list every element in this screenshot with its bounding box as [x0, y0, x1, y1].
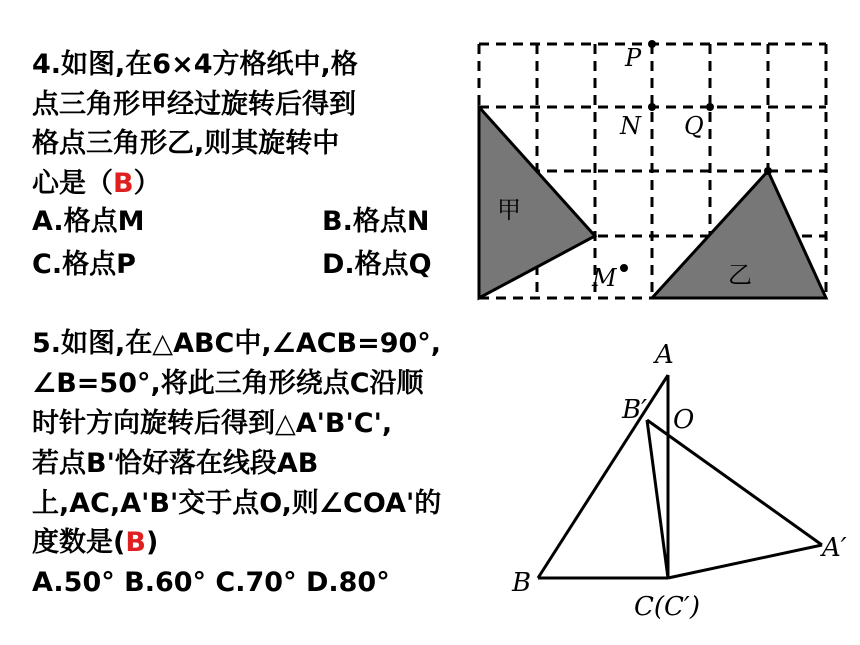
q4-option-c: C.格点P	[32, 249, 136, 280]
label-a: A	[655, 340, 674, 370]
q4-option-a: A.格点M	[32, 206, 145, 237]
q4-option-b: B.格点N	[322, 206, 430, 237]
label-m: M	[592, 264, 617, 292]
label-n: N	[620, 112, 641, 140]
q4-stem-close: ）	[133, 168, 161, 199]
segment-apc	[668, 545, 822, 578]
q5-line-5: 上,AC,A'B'交于点O,则∠COA'的	[32, 488, 442, 519]
q4-line-2: 点三角形甲经过旋转后得到	[32, 89, 356, 120]
label-a-prime: A′	[822, 533, 847, 563]
segment-ab	[538, 375, 668, 578]
q5-stem-close: )	[145, 527, 159, 558]
q5-line-3: 时针方向旋转后得到△A'B'C',	[32, 408, 393, 439]
q4-option-d: D.格点Q	[322, 249, 432, 280]
q4-line-3: 格点三角形乙,则其旋转中	[32, 128, 340, 159]
label-b-prime: B′	[622, 395, 648, 425]
q5-line-1: 5.如图,在△ABC中,∠ACB=90°,	[32, 328, 442, 359]
segment-bpc	[647, 420, 668, 578]
q5-line-4: 若点B'恰好落在线段AB	[32, 448, 319, 479]
label-jia: 甲	[497, 196, 521, 224]
q4-answer: B	[113, 168, 134, 199]
label-c: C(C′)	[634, 592, 700, 622]
q5-options: A.50° B.60° C.70° D.80°	[32, 567, 390, 598]
q5-stem-end: 度数是(	[32, 527, 126, 558]
q4-line-1: 4.如图,在6×4方格纸中,格	[32, 49, 358, 80]
q5-line-2: ∠B=50°,将此三角形绕点C沿顺	[32, 368, 424, 399]
label-o: O	[673, 405, 695, 435]
q5-answer: B	[125, 527, 146, 558]
label-yi: 乙	[728, 261, 752, 289]
label-p: P	[625, 44, 642, 72]
q4-stem-end: 心是（	[32, 168, 113, 199]
segment-bpap	[647, 420, 822, 545]
label-b: B	[512, 568, 532, 598]
label-q: Q	[684, 112, 704, 140]
